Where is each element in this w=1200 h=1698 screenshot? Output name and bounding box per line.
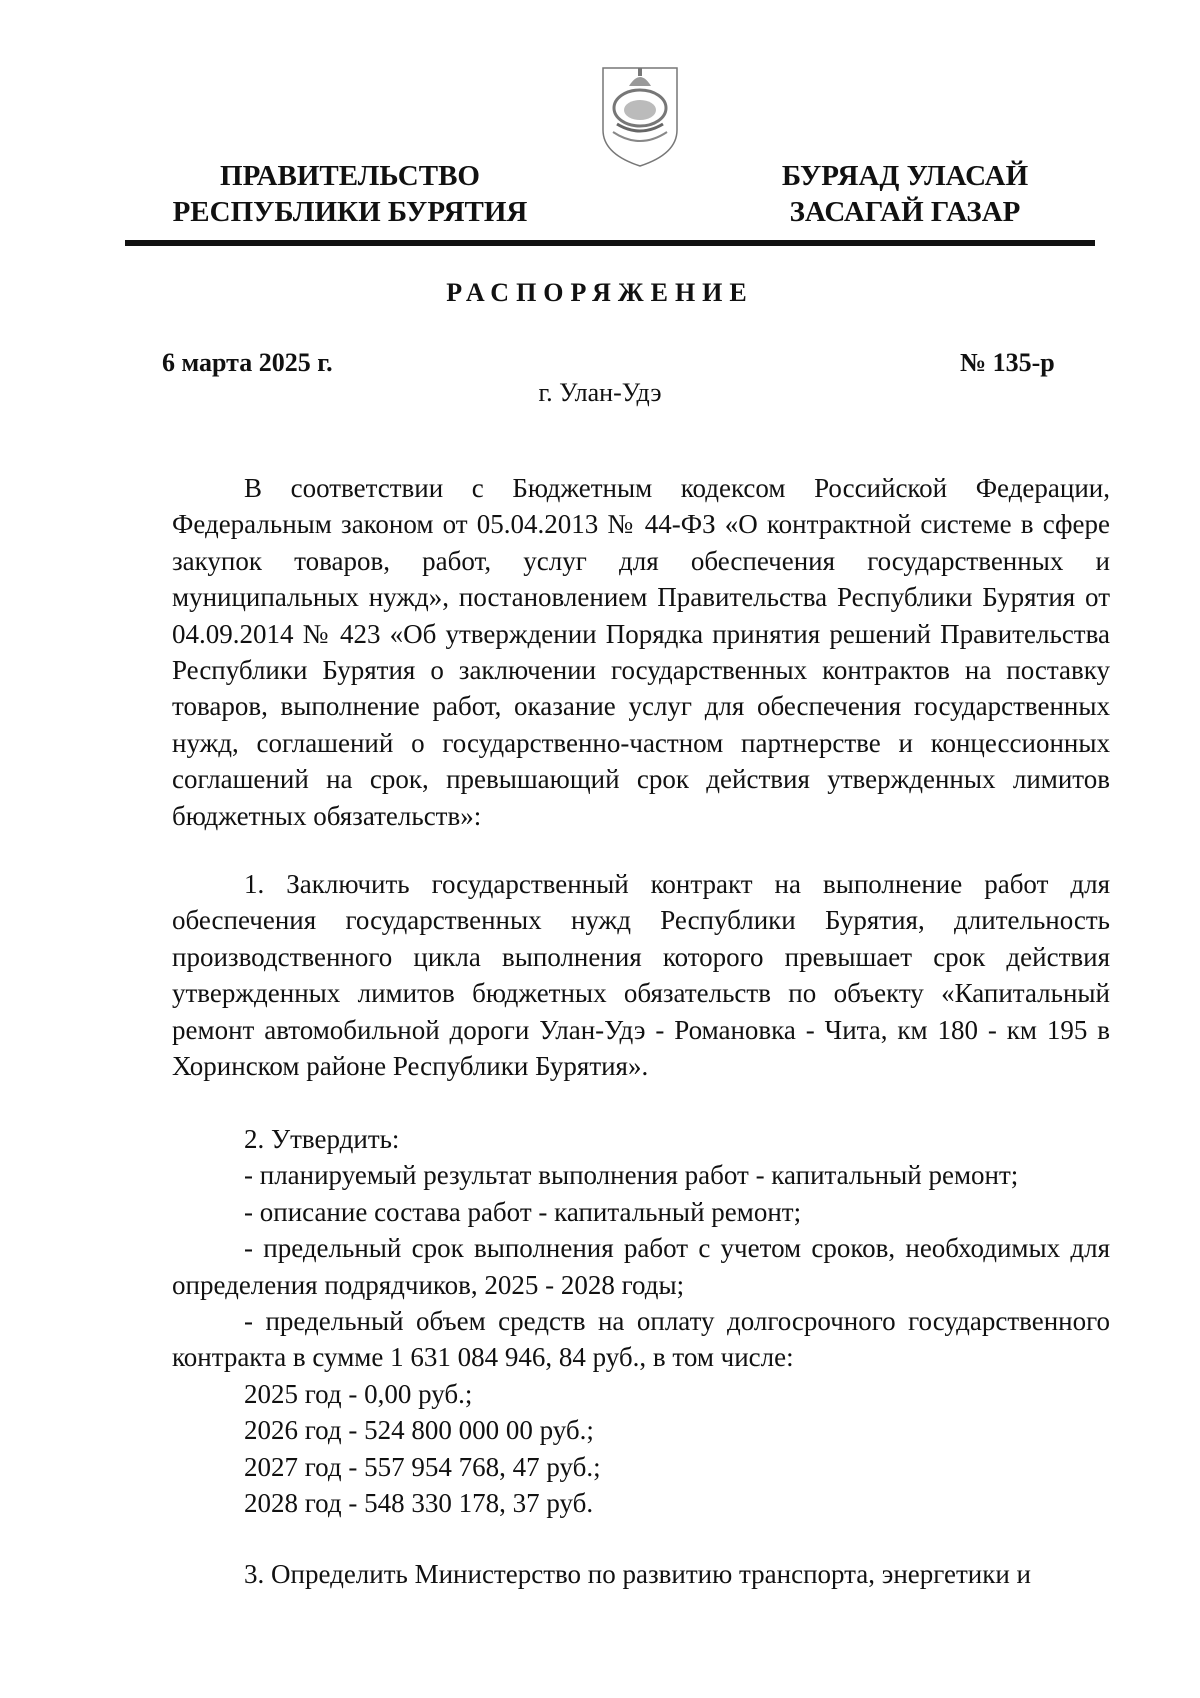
item-2-volume: - предельный объем средств на оплату долгосрочного государственного контракта в сумме 1 631 084 946, 84 руб., в том числе: bbox=[172, 1306, 1110, 1373]
item-2-block bbox=[172, 1121, 1110, 1521]
preamble-paragraph bbox=[172, 470, 1110, 834]
item-2-deadline: - предельный срок выполнения работ с учетом сроков, необходимых для определения подрядчиков, 2025 - 2028 годы; bbox=[172, 1233, 1110, 1300]
header-right-line2: ЗАСАГАЙ ГАЗАР bbox=[789, 196, 1021, 228]
header-right-line1: БУРЯАД УЛАСАЙ bbox=[781, 160, 1029, 192]
header-left-line1: ПРАВИТЕЛЬСТВО bbox=[220, 160, 480, 192]
item-3-paragraph bbox=[172, 1556, 1110, 1592]
item-2-result: - планируемый результат выполнения работ - капитальный ремонт; bbox=[244, 1160, 1019, 1191]
document-city: г. Улан-Удэ bbox=[538, 378, 662, 407]
coat-of-arms-icon bbox=[595, 58, 685, 170]
item-1-paragraph bbox=[172, 866, 1110, 1084]
header-left-line2: РЕСПУБЛИКИ БУРЯТИЯ bbox=[172, 196, 528, 228]
header-left bbox=[170, 158, 530, 230]
header-right bbox=[755, 158, 1055, 230]
amount-2026: 2026 год - 524 800 000 00 руб.; bbox=[244, 1415, 594, 1446]
item-2-description: - описание состава работ - капитальный ремонт; bbox=[244, 1196, 802, 1227]
item-1-text: 1. Заключить государственный контракт на выполнение работ для обеспечения государственных нужд Республики Бурятия, длительность производственного цикла выполнения которого превышает срок действия утвержденных лимитов бюджетных обязательств по объекту «Капитальный ремонт автомобильной дороги Улан-Удэ - Романовка - Чита, км 180 - км 195 в Хоринском районе Республики Бурятия». bbox=[172, 869, 1110, 1082]
amount-2028: 2028 год - 548 330 178, 37 руб. bbox=[244, 1488, 594, 1519]
item-3-text: 3. Определить Министерство по развитию транспорта, энергетики и bbox=[244, 1559, 1032, 1589]
document-title: РАСПОРЯЖЕНИЕ bbox=[446, 278, 754, 307]
item-2-heading: 2. Утвердить: bbox=[244, 1124, 400, 1154]
header-divider bbox=[125, 240, 1095, 246]
amount-2027: 2027 год - 557 954 768, 47 руб.; bbox=[244, 1451, 601, 1482]
document-number: № 135-р bbox=[960, 348, 1055, 377]
amount-2025: 2025 год - 0,00 руб.; bbox=[244, 1378, 473, 1409]
document-date: 6 марта 2025 г. bbox=[162, 348, 333, 377]
preamble-text: В соответствии с Бюджетным кодексом Российской Федерации, Федеральным законом от 05.04.2013 № 44-ФЗ «О контрактной системе в сфере закупок товаров, работ, услуг для обеспечения государственных и муниципальных нужд», постановлением Правительства Республики Бурятия от 04.09.2014 № 423 «Об утверждении Порядка принятия решений Правительства Республики Бурятия о заключении государственных контрактов на поставку товаров, выполнение работ, оказание услуг для обеспечения государственных нужд, соглашений о государственно-частном партнерстве и концессионных соглашений на срок, превышающий срок действия утвержденных лимитов бюджетных обязательств»: bbox=[172, 473, 1110, 831]
